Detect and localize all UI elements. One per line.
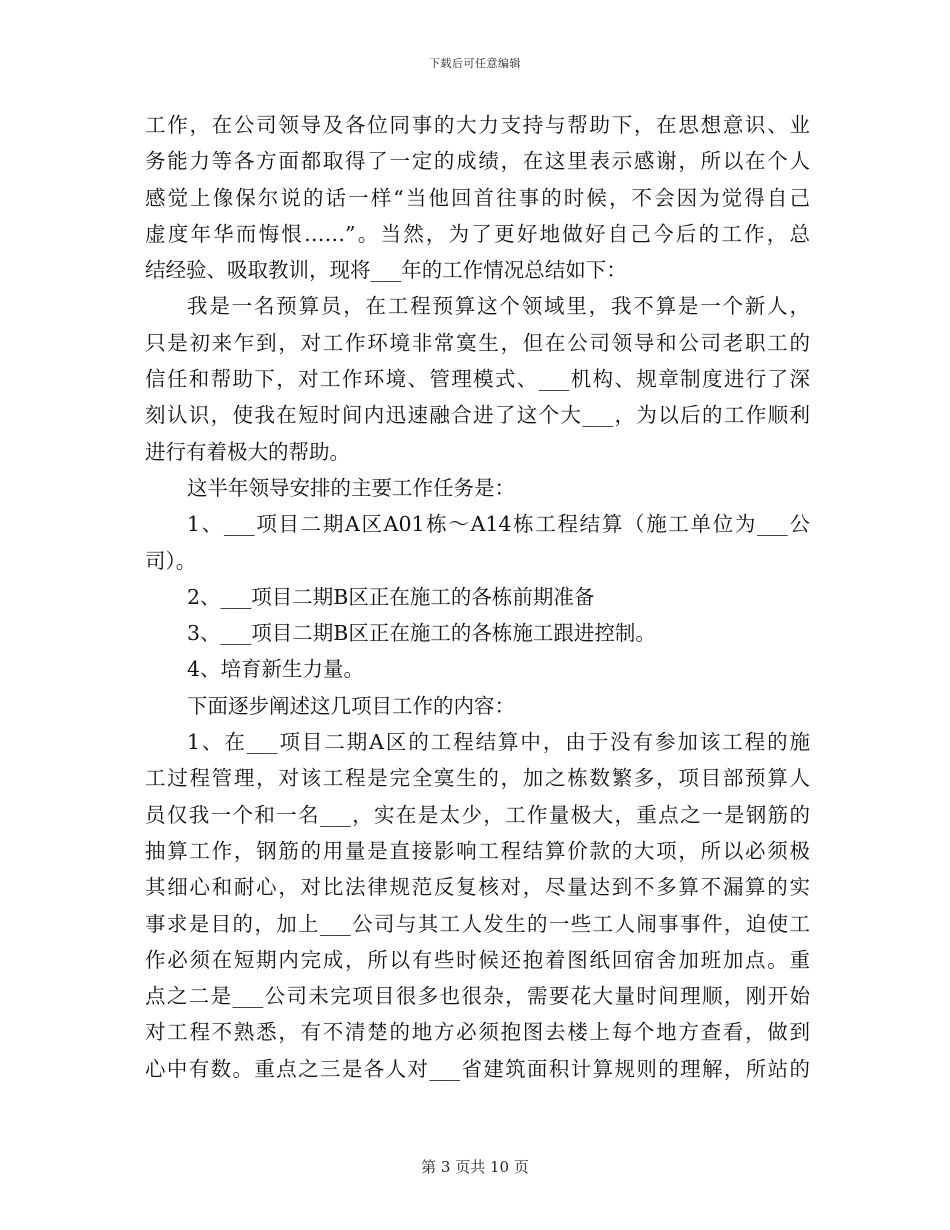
text-line: 刻认识，使我在短时间内迅速融合进了这个大___，为以后的工作顺利: [145, 403, 810, 428]
text-line: 虚度年华而悔恨……”。当然，为了更好地做好自己今后的工作，总: [145, 221, 810, 246]
text-line: 司）。: [145, 548, 197, 573]
text-line: 结经验、吸取教训，现将___年的工作情况总结如下：: [145, 258, 627, 283]
list-item-2: 2、___项目二期B区正在施工的各栋前期准备: [187, 584, 595, 609]
text-line: 抽算工作，钢筋的用量是直接影响工程结算价款的大项，所以必须极: [145, 838, 810, 863]
text-line: 员仅我一个和一名___，实在是太少，工作量极大，重点之一是钢筋的: [145, 802, 810, 827]
text-line: 对工程不熟悉，有不清楚的地方必须抱图去楼上每个地方查看，做到: [145, 1020, 810, 1045]
text-line: 只是初来乍到，对工作环境非常寞生，但在公司领导和公司老职工的: [145, 330, 810, 355]
paragraph-first-line: 我是一名预算员，在工程预算这个领域里，我不算是一个新人，: [187, 294, 810, 319]
page-number: 第 3 页共 10 页: [421, 1158, 529, 1176]
text-line: 心中有数。重点之三是各人对___省建筑面积计算规则的理解，所站的: [145, 1056, 810, 1081]
text-line: 工过程管理，对该工程是完全寞生的，加之栋数繁多，项目部预算人: [145, 766, 810, 791]
list-item-4: 4、培育新生力量。: [187, 657, 365, 682]
list-item-1: 1、___项目二期A区A01栋～A14栋工程结算（施工单位为___公: [187, 512, 810, 537]
text-line: 点之二是___公司未完项目很多也很杂，需要花大量时间理顺，刚开始: [145, 984, 810, 1009]
text-line: 工作，在公司领导及各位同事的大力支持与帮助下，在思想意识、业: [145, 113, 810, 137]
header-note: 下载后可任意编辑: [429, 57, 521, 70]
text-line: 作必须在短期内完成，所以有些时候还抱着图纸回宿舍加班加点。重: [145, 947, 810, 972]
paragraph-first-line: 1、在___项目二期A区的工程结算中，由于没有参加该工程的施: [187, 730, 810, 755]
body-text: [145, 107, 810, 1087]
text-line: 信任和帮助下，对工作环境、管理模式、___机构、规章制度进行了深: [145, 367, 810, 392]
text-line: 其细心和耐心，对比法律规范反复核对，尽量达到不多算不漏算的实: [145, 875, 810, 900]
text-line: 感觉上像保尔说的话一样“当他回首往事的时候，不会因为觉得自己: [145, 185, 810, 210]
text-line: 进行有着极大的帮助。: [145, 439, 350, 464]
text-line: 事求是目的，加上___公司与其工人发生的一些工人闹事事件，迫使工: [145, 911, 810, 936]
text-line: 务能力等各方面都取得了一定的成绩，在这里表示感谢，所以在个人: [145, 149, 810, 174]
paragraph-first-line: 下面逐步阐述这几项目工作的内容：: [187, 693, 515, 718]
paragraph-first-line: 这半年领导安排的主要工作任务是：: [187, 475, 515, 500]
list-item-3: 3、___项目二期B区正在施工的各栋施工跟进控制。: [187, 621, 656, 646]
